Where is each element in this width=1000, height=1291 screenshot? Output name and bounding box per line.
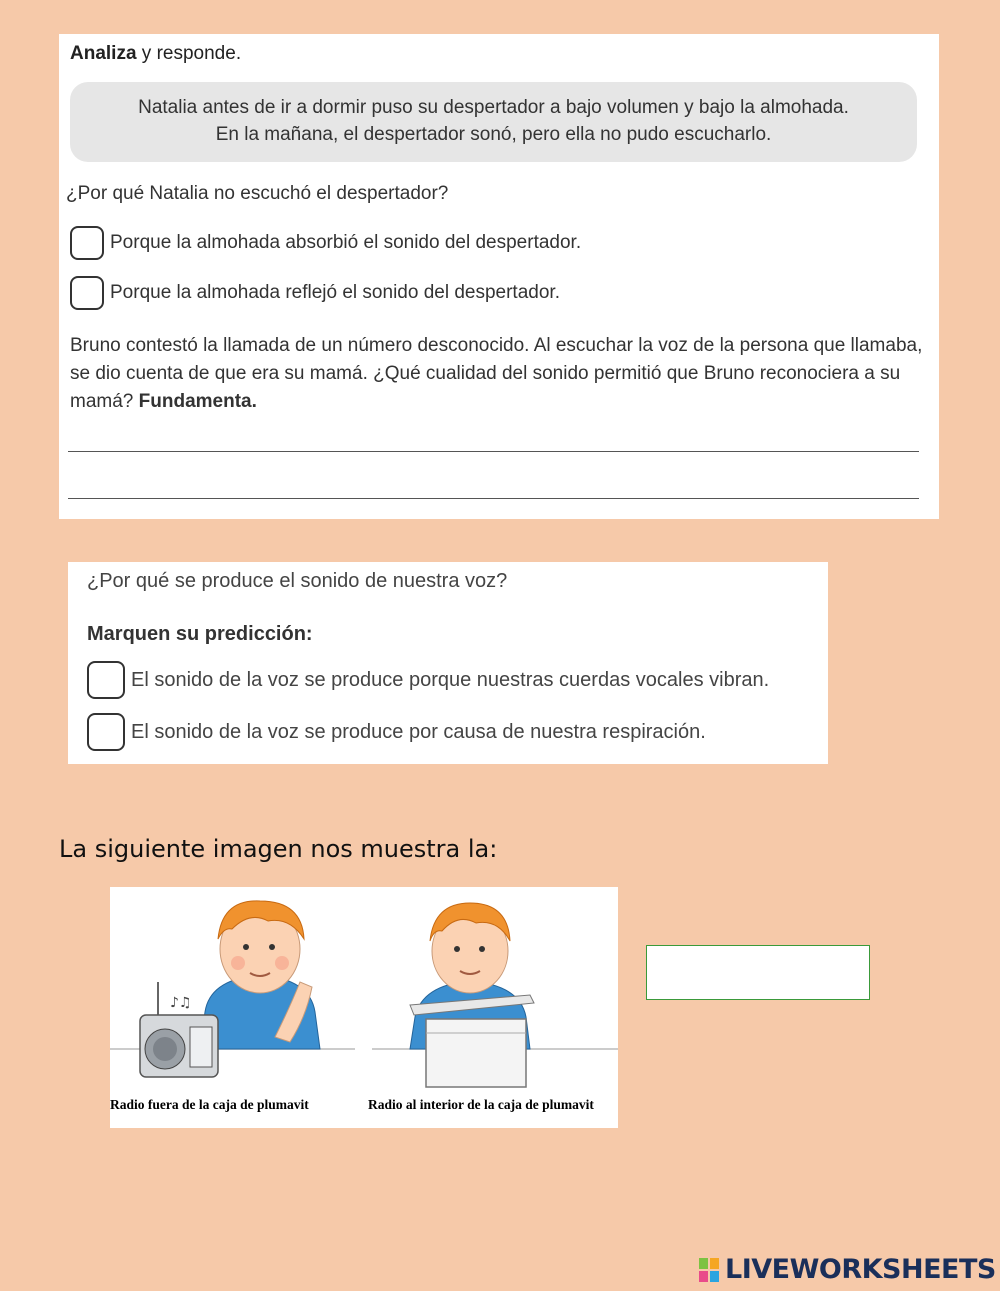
radio-illustration: [110, 887, 618, 1128]
brand-name: LIVEWORKSHEETS: [725, 1254, 996, 1285]
option-label: El sonido de la voz se produce por causa de nuestra respiración.: [131, 720, 706, 743]
predict-label: Marquen su predicción:: [87, 623, 313, 645]
worksheet-panel-voz: [68, 562, 828, 764]
option-reflejo: [70, 276, 560, 310]
option-label: Porque la almohada reflejó el sonido del despertador.: [110, 282, 560, 303]
story-line-2: En la mañana, el despertador sonó, pero ella no pudo escucharlo.: [215, 124, 772, 145]
option-checkbox[interactable]: [87, 661, 125, 699]
instruction-heading: Analiza y responde.: [70, 43, 242, 64]
story-line-1: Natalia antes de ir a dormir puso su despertador a bajo volumen y bajo la almohada.: [138, 97, 849, 118]
option-checkbox[interactable]: [87, 713, 125, 751]
option-absorbio: [70, 226, 581, 260]
image-question: La siguiente imagen nos muestra la:: [59, 835, 498, 863]
answer-input[interactable]: [646, 945, 870, 1000]
option-cuerdas-vocales: [87, 661, 769, 699]
brand-logo-icon: [697, 1256, 721, 1284]
illustration-art: [110, 887, 618, 1128]
option-respiracion: [87, 713, 706, 751]
radio-left: [140, 982, 218, 1077]
option-label: Porque la almohada absorbió el sonido del despertador.: [110, 232, 582, 253]
svg-text:♪♫: ♪♫: [170, 995, 192, 1011]
answer-line-2[interactable]: [68, 498, 919, 499]
option-checkbox[interactable]: [70, 276, 104, 310]
natalia-question: ¿Por qué Natalia no escuchó el despertador?: [66, 183, 449, 204]
voz-question: ¿Por qué se produce el sonido de nuestra voz?: [87, 570, 508, 592]
option-label: El sonido de la voz se produce porque nuestras cuerdas vocales vibran.: [131, 668, 770, 691]
caption-left: Radio fuera de la caja de plumavit: [110, 1097, 309, 1112]
story-box: [70, 82, 917, 162]
option-checkbox[interactable]: [70, 226, 104, 260]
answer-line-1[interactable]: [68, 451, 919, 452]
bruno-question: Bruno contestó la llamada de un número desconocido. Al escuchar la voz de la persona que llamaba, se dio cuenta de que era su mamá. ¿Qué cualidad del sonido permitió que Bruno reconociera a su mamá? Fundamenta.: [70, 335, 923, 412]
worksheet-panel-natalia: [59, 34, 939, 519]
caption-right: Radio al interior de la caja de plumavit: [368, 1097, 594, 1112]
liveworksheets-logo: [697, 1254, 996, 1285]
